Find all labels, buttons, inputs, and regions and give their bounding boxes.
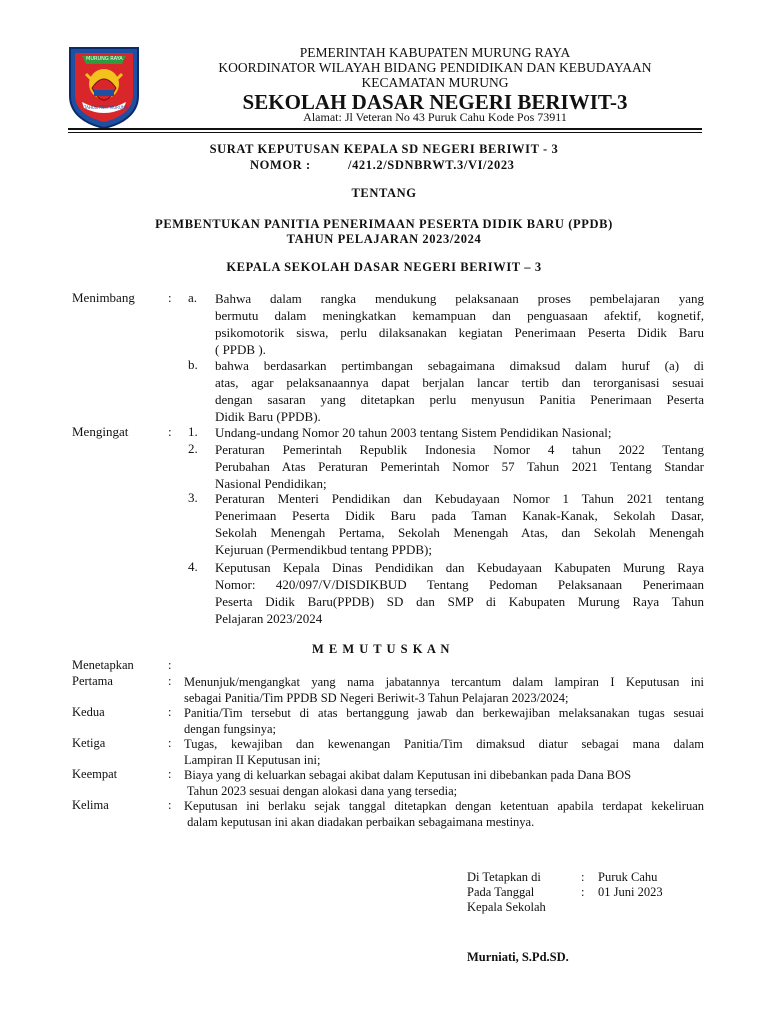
decree-subject-1: PEMBENTUKAN PANITIA PENERIMAAN PESERTA DIDIK BARU (PPDB) — [155, 217, 613, 231]
menetapkan-colon: : — [168, 658, 172, 672]
date-colon: : — [581, 885, 585, 899]
pertama-label: Pertama — [72, 674, 113, 688]
menimbang-colon: : — [168, 290, 172, 305]
header-divider-thin — [68, 132, 702, 133]
place-colon: : — [581, 870, 585, 884]
ketiga-colon: : — [168, 736, 172, 750]
regency-logo — [64, 44, 144, 130]
signer-position: Kepala Sekolah — [467, 900, 546, 914]
ketiga-text: Tugas, kewajiban dan kewenangan Panitia/Tim dimaksud diatur sebagai mana dalam Lampiran II Keputusan ini; — [184, 737, 704, 767]
decree-title: SURAT KEPUTUSAN KEPALA SD NEGERI BERIWIT - 3 — [209, 142, 559, 156]
header-line-2: KOORDINATOR WILAYAH BIDANG PENDIDIKAN DAN KEBUDAYAAN — [218, 60, 652, 75]
mengingat-colon: : — [168, 424, 172, 439]
signer-name: Murniati, S.Pd.SD. — [467, 950, 569, 964]
header-line-1: PEMERINTAH KABUPATEN MURUNG RAYA — [299, 45, 571, 60]
mengingat-item-4: Keputusan Kepala Dinas Pendidikan dan Kebudayaan Kabupaten Murung Raya Nomor: 420/097/V/DISDIKBUD Tentang Pedoman Pelaksanaan Penerimaan Peserta Didik Baru(PPDB) SD dan SMP di Kabupaten Murung Raya Tahun Pelajaran 2023/2024 — [215, 560, 704, 626]
kedua-text: Panitia/Tim tersebut di atas bertanggung jawab dan berkewajiban melaksanakan tugas sesuai dengan fungsinya; — [184, 706, 704, 736]
header-divider — [68, 128, 702, 130]
mengingat-item-2: Peraturan Pemerintah Republik Indonesia Nomor 4 tahun 2022 Tentang Perubahan Atas Peraturan Pemerintah Nomor 57 Tahun 2021 Tentang Standar Nasional Pendidikan; — [215, 442, 704, 491]
decree-subject-2: TAHUN PELAJARAN 2023/2024 — [286, 232, 482, 246]
menimbang-marker-a: a. — [188, 290, 198, 305]
place-label: Di Tetapkan di — [467, 870, 541, 884]
keempat-text: Biaya yang di keluarkan sebagai akibat dalam Keputusan ini dibebankan pada Dana BOS Tahun 2023 sesuai dengan alokasi dana yang tersedia; — [184, 768, 632, 798]
kedua-colon: : — [168, 705, 172, 719]
kelima-colon: : — [168, 798, 172, 812]
school-address: Alamat: Jl Veteran No 43 Puruk Cahu Kode Pos 73911 — [303, 110, 567, 124]
school-name: SEKOLAH DASAR NEGERI BERIWIT-3 — [242, 90, 628, 114]
date-label: Pada Tanggal — [467, 885, 535, 899]
decree-issuer: KEPALA SEKOLAH DASAR NEGERI BERIWIT – 3 — [226, 260, 542, 274]
kelima-label: Kelima — [72, 798, 109, 812]
menimbang-marker-b: b. — [188, 357, 198, 372]
keempat-colon: : — [168, 767, 172, 781]
mengingat-marker-2: 2. — [188, 441, 198, 456]
mengingat-marker-1: 1. — [188, 424, 198, 439]
menimbang-label: Menimbang — [72, 290, 135, 305]
ketiga-label: Ketiga — [72, 736, 106, 750]
mengingat-marker-4: 4. — [188, 559, 198, 574]
kelima-text: Keputusan ini berlaku sejak tanggal ditetapkan dengan ketentuan apabila terdapat kekeliruan dalam keputusan ini akan diadakan perbaikan sebagaimana mestinya. — [184, 799, 704, 829]
mengingat-label: Mengingat — [72, 424, 129, 439]
mengingat-marker-3: 3. — [188, 490, 198, 505]
keempat-label: Keempat — [72, 767, 118, 781]
decree-about: TENTANG — [351, 186, 417, 200]
menimbang-item-b: bahwa berdasarkan pertimbangan sebagaimana dimaksud dalam huruf (a) di atas, agar pelaksanaannya dapat berjalan lancar tertib dan terorganisasi sesuai dengan sasaran yang ditetapkan perlu menyusun Panitia Penerimaan Peserta Didik Baru (PPDB). — [215, 358, 704, 424]
menetapkan-label: Menetapkan — [72, 658, 134, 672]
kedua-label: Kedua — [72, 705, 105, 719]
header-line-3: KECAMATAN MURUNG — [361, 75, 509, 90]
pertama-text: Menunjuk/mengangkat yang nama jabatannya tercantum dalam lampiran I Keputusan ini sebagai Panitia/Tim PPDB SD Negeri Beriwit-3 Tahun Pelajaran 2023/2024; — [184, 675, 704, 705]
pertama-colon: : — [168, 674, 172, 688]
menimbang-item-a: Bahwa dalam rangka mendukung pelaksanaan proses pembelajaran yang bermutu dalam meningkatkan kemampuan dan penguasaan afektif, kognetif, psikomotorik siswa, perlu dilaksanakan kegiatan Penerimaan Peserta Didik Baru ( PPDB ). — [215, 291, 704, 357]
memutuskan-heading: M E M U T U S K A N — [312, 642, 451, 656]
mengingat-item-3: Peraturan Menteri Pendidikan dan Kebudayaan Nomor 1 Tahun 2021 tentang Penerimaan Peserta Didik Baru pada Taman Kanak-Kanak, Sekolah Dasar, Sekolah Menengah Pertama, Sekolah Menengah Atas, dan Sekolah Menengah Kejuruan (Permendikbud tentang PPDB); — [215, 491, 704, 557]
decree-number-label: NOMOR : — [250, 158, 311, 172]
place-value: Puruk Cahu — [598, 870, 658, 884]
decree-number-value: /421.2/SDNBRWT.3/VI/2023 — [348, 158, 515, 172]
logo-bottom-text: TAHUN ASIH MURUNG — [84, 105, 128, 110]
mengingat-item-1: Undang-undang Nomor 20 tahun 2003 tentang Sistem Pendidikan Nasional; — [215, 425, 612, 440]
date-value: 01 Juni 2023 — [598, 885, 663, 899]
logo-top-text: MURUNG RAYA — [86, 56, 123, 62]
